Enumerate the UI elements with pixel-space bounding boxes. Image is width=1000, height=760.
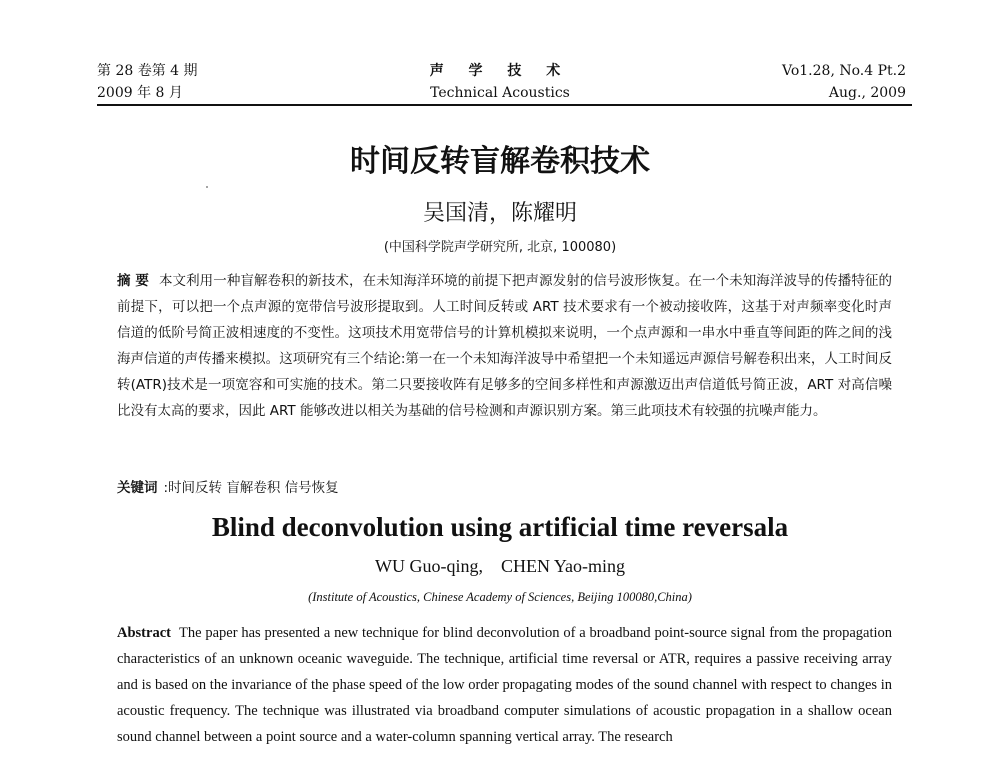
- title-cn: 时间反转盲解卷积技术: [350, 144, 650, 179]
- header-date-en: Aug., 2009: [828, 85, 906, 101]
- keywords-cn: [117, 476, 339, 496]
- abstract-en: [117, 620, 892, 750]
- abstract-cn-text: 本文利用一种盲解卷积的新技术，在未知海洋环境的前提下把声源发射的信号波形恢复。在一个未知海洋波导的传播特征的前提下，可以把一个点声源的宽带信号波形提取到。人工时间反转或 ART 技术要求有一个被动接收阵，这基于对声频率变化时声信道的低阶号简正波相速度的不变性。这项技术用宽带信号的计算机模拟来说明，一个点声源和一串水中垂直等间距的阵之间的浅海声信道的声传播来模拟。这项研究有三个结论:第一在一个未知海洋波导中希望把一个未知遥远声源信号解卷积出来，人工时间反转(ATR)技术是一项宽容和可实施的技术。第二只要接收阵有足够多的空间多样性和声源激迈出声信道低号简正波，ART 对高信噪比没有太高的要求，因此 ART 能够改进以相关为基础的信号检测和声源识别方案。第三此项技术有较强的抗噪声能力。: [117, 273, 893, 419]
- scan-speck: [206, 186, 208, 188]
- authors-cn: 吴国清，陈耀明: [422, 201, 577, 226]
- header-issue-info: [782, 60, 906, 104]
- authors-en: WU Guo-qing, CHEN Yao-ming: [375, 556, 625, 576]
- header-rule: [97, 104, 912, 106]
- journal-name-cn: 声 学 技 术: [429, 63, 571, 79]
- header-date-cn: 2009 年 8 月: [97, 85, 183, 101]
- keywords-cn-text: :时间反转 盲解卷积 信号恢复: [163, 480, 339, 496]
- header-volume: 第 28 卷第 4 期: [97, 63, 198, 79]
- abstract-en-text: The paper has presented a new technique for blind deconvolution of a broadband point-source signal from the propagation characteristics of an unknown oceanic waveguide. The technique, artificial time reversal or ATR, requires a passive receiving array and is based on the invariance of the phase speed of the low order propagating modes of the sound channel with respect to changes in acoustic frequency. The technique was illustrated via broadband computer simulations of acoustic propagation in a shallow ocean sound channel between a point source and a water-column spanning vertical array. The research: [117, 625, 892, 745]
- abstract-cn-label: 摘 要: [117, 273, 149, 289]
- affiliation-en: (Institute of Acoustics, Chinese Academy of Sciences, Beijing 100080,China): [308, 590, 692, 604]
- header-issue: Vo1.28, No.4 Pt.2: [782, 63, 906, 79]
- abstract-cn: [117, 268, 892, 424]
- abstract-en-label: Abstract: [117, 625, 171, 641]
- affiliation-cn: (中国科学院声学研究所, 北京, 100080): [383, 240, 617, 255]
- journal-name-en: Technical Acoustics: [430, 85, 570, 101]
- title-en: Blind deconvolution using artificial time reversala: [211, 512, 789, 542]
- keywords-cn-label: 关键词: [117, 480, 158, 496]
